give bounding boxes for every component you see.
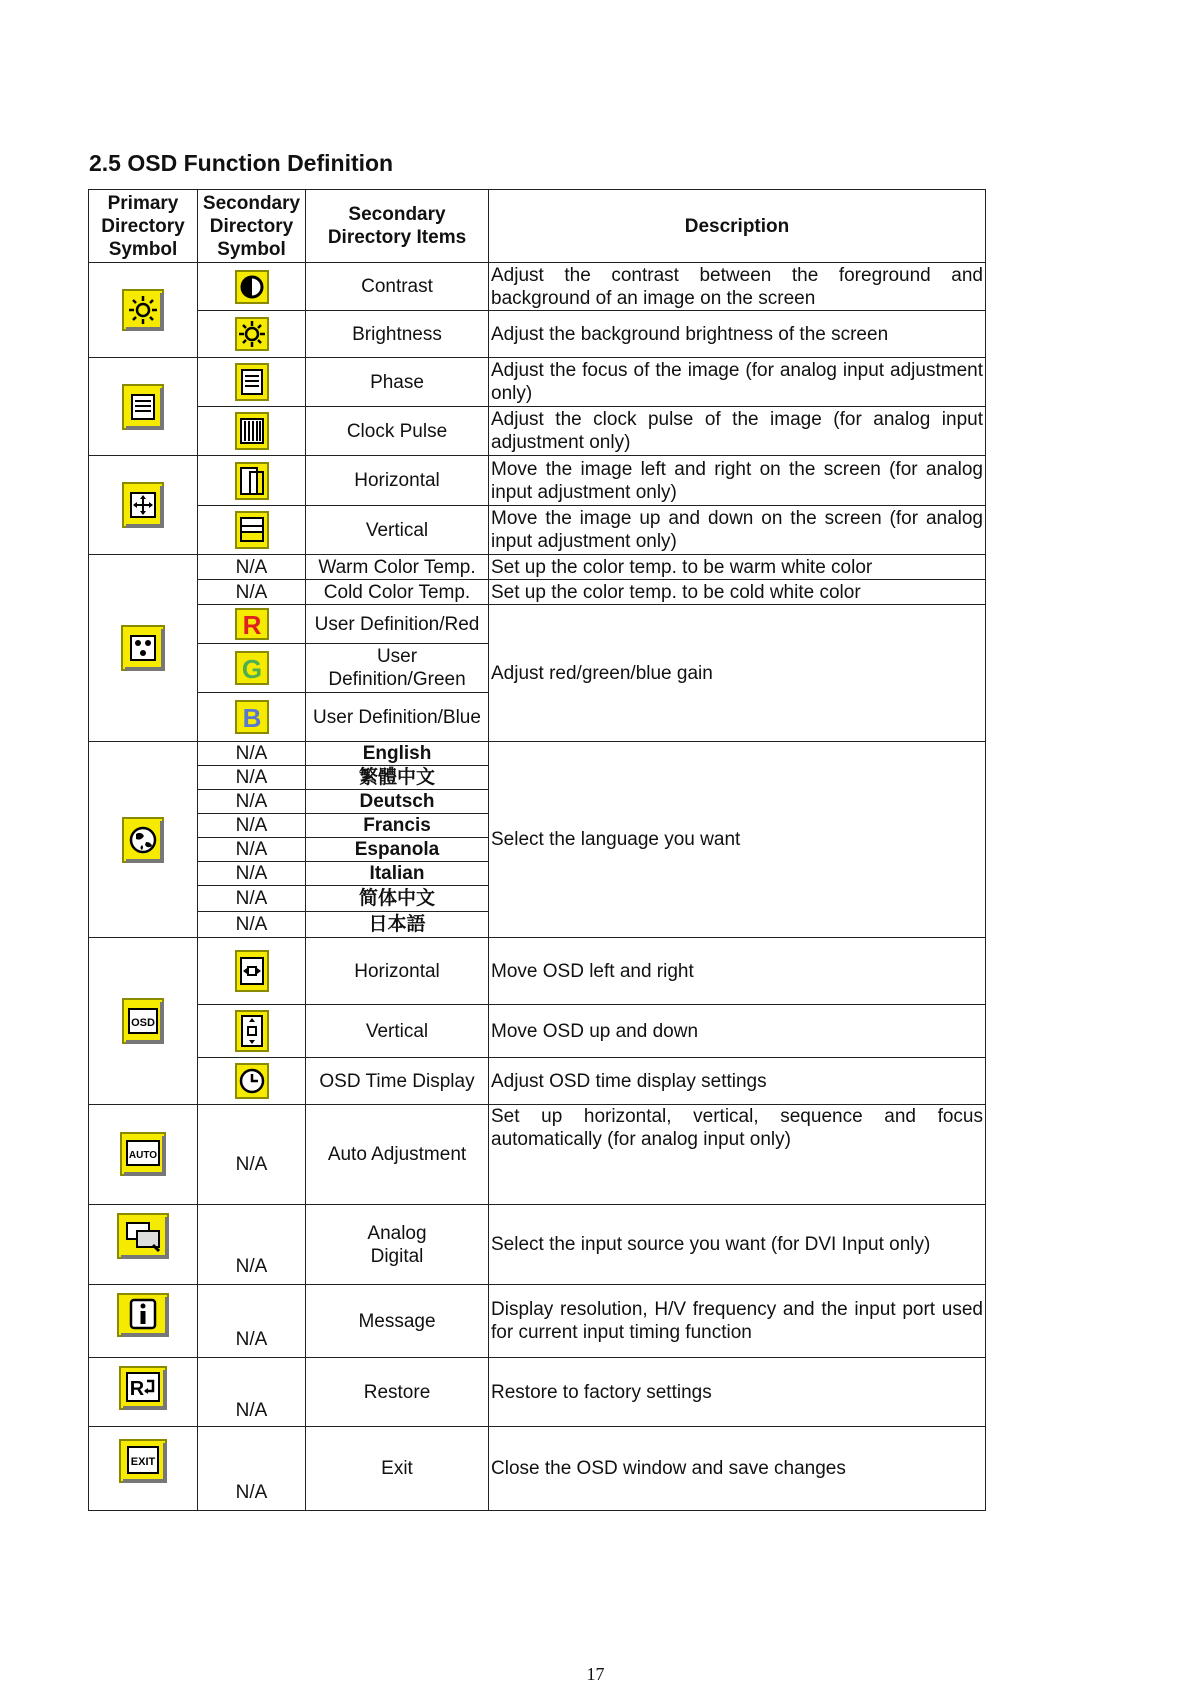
desc-exit: Close the OSD window and save changes xyxy=(489,1427,986,1511)
information-icon xyxy=(115,1291,171,1341)
secondary-symbol-cell xyxy=(198,407,306,456)
auto-adjust-icon xyxy=(118,1130,168,1180)
table-row xyxy=(89,580,986,605)
col-header-description: Description xyxy=(489,190,986,263)
desc-auto-adjustment: Set up horizontal, vertical, sequence and focus automatically (for analog input only) xyxy=(489,1105,986,1205)
item-osd-vertical: Vertical xyxy=(306,1005,489,1058)
primary-cell xyxy=(89,938,198,1105)
primary-cell xyxy=(89,456,198,555)
item-user-blue: User Definition/Blue xyxy=(306,693,489,742)
table-row xyxy=(89,1358,986,1427)
item-osd-time: OSD Time Display xyxy=(306,1058,489,1105)
item-restore: Restore xyxy=(306,1358,489,1427)
table-row xyxy=(89,938,986,1005)
osd-function-table xyxy=(88,189,986,1511)
language-item: Espanola xyxy=(306,838,489,862)
language-item: Francis xyxy=(306,814,489,838)
secondary-symbol-cell xyxy=(198,456,306,506)
desc-rgb-gain: Adjust red/green/blue gain xyxy=(489,605,986,742)
horizontal-position-icon xyxy=(234,461,270,501)
auto-icon-label: AUTO xyxy=(128,1149,158,1161)
item-phase: Phase xyxy=(306,358,489,407)
secondary-symbol-cell xyxy=(198,311,306,358)
item-cold-color-temp: Cold Color Temp. xyxy=(306,580,489,605)
page-title: 2.5 OSD Function Definition xyxy=(89,150,394,176)
table-row xyxy=(89,263,986,311)
desc-language: Select the language you want xyxy=(489,742,986,938)
desc-cold-color-temp: Set up the color temp. to be cold white color xyxy=(489,580,986,605)
language-item: 日本語 xyxy=(306,912,489,938)
secondary-symbol-cell xyxy=(198,1058,306,1105)
primary-cell xyxy=(89,742,198,938)
item-brightness: Brightness xyxy=(306,311,489,358)
item-clock-pulse: Clock Pulse xyxy=(306,407,489,456)
na-cell: N/A xyxy=(198,838,306,862)
table-header-row xyxy=(89,190,986,263)
na-cell: N/A xyxy=(198,1427,306,1511)
blue-gain-label: B xyxy=(242,703,261,733)
primary-cell xyxy=(89,263,198,358)
na-cell: N/A xyxy=(198,1285,306,1358)
desc-brightness: Adjust the background brightness of the screen xyxy=(489,311,986,358)
table-row xyxy=(89,506,986,555)
item-digital: Digital xyxy=(370,1245,424,1267)
item-warm-color-temp: Warm Color Temp. xyxy=(306,555,489,580)
table-row xyxy=(89,456,986,506)
secondary-symbol-cell xyxy=(198,693,306,742)
table-row xyxy=(89,1005,986,1058)
secondary-symbol-cell xyxy=(198,263,306,311)
desc-warm-color-temp: Set up the color temp. to be warm white color xyxy=(489,555,986,580)
language-item: Italian xyxy=(306,862,489,886)
item-osd-horizontal: Horizontal xyxy=(306,938,489,1005)
na-cell: N/A xyxy=(198,555,306,580)
na-cell: N/A xyxy=(198,790,306,814)
desc-clock-pulse: Adjust the clock pulse of the image (for analog input adjustment only) xyxy=(489,407,986,456)
vertical-position-icon xyxy=(234,510,270,550)
table-row xyxy=(89,742,986,766)
col-header-secondary-items: Secondary Directory Items xyxy=(306,190,489,263)
na-cell: N/A xyxy=(198,580,306,605)
exit-icon xyxy=(117,1437,169,1487)
page-number: 17 xyxy=(586,1664,605,1684)
item-user-green: User Definition/Green xyxy=(306,644,489,693)
desc-contrast: Adjust the contrast between the foreground and background of an image on the screen xyxy=(489,263,986,311)
secondary-symbol-cell xyxy=(198,358,306,407)
primary-cell xyxy=(89,358,198,456)
item-contrast: Contrast xyxy=(306,263,489,311)
table-row xyxy=(89,1427,986,1511)
na-cell: N/A xyxy=(198,814,306,838)
osd-icon-label: OSD xyxy=(131,1017,155,1029)
restore-icon xyxy=(117,1364,169,1414)
clock-pulse-icon xyxy=(234,411,270,451)
table-row xyxy=(89,1205,986,1285)
na-cell: N/A xyxy=(198,1105,306,1205)
secondary-symbol-cell xyxy=(198,605,306,644)
input-select-icon xyxy=(115,1211,171,1263)
table-row xyxy=(89,555,986,580)
contrast-icon xyxy=(234,269,270,305)
table-row xyxy=(89,407,986,456)
na-cell: N/A xyxy=(198,912,306,938)
language-item: 繁體中文 xyxy=(306,766,489,790)
secondary-symbol-cell xyxy=(198,644,306,693)
osd-horizontal-icon xyxy=(234,949,270,993)
item-message: Message xyxy=(306,1285,489,1358)
brightness-icon xyxy=(234,316,270,352)
image-setup-icon xyxy=(120,382,166,432)
exit-icon-label: EXIT xyxy=(130,1456,156,1468)
osd-settings-icon xyxy=(120,996,166,1046)
primary-cell xyxy=(89,1358,198,1427)
item-user-red: User Definition/Red xyxy=(306,605,489,644)
luminance-icon xyxy=(120,287,166,333)
primary-cell xyxy=(89,1427,198,1511)
na-cell: N/A xyxy=(198,886,306,912)
green-gain-label: G xyxy=(241,654,262,684)
table-row xyxy=(89,1058,986,1105)
desc-osd-vertical: Move OSD up and down xyxy=(489,1005,986,1058)
item-input-source xyxy=(306,1205,489,1285)
na-cell: N/A xyxy=(198,1205,306,1285)
primary-cell xyxy=(89,1205,198,1285)
image-position-icon xyxy=(120,480,166,530)
color-temperature-icon xyxy=(119,623,167,673)
green-gain-icon xyxy=(234,650,270,686)
secondary-symbol-cell xyxy=(198,1005,306,1058)
item-horizontal: Horizontal xyxy=(306,456,489,506)
desc-osd-horizontal: Move OSD left and right xyxy=(489,938,986,1005)
table-row xyxy=(89,1105,986,1205)
table-row xyxy=(89,605,986,644)
desc-phase: Adjust the focus of the image (for analog input adjustment only) xyxy=(489,358,986,407)
language-item: 简体中文 xyxy=(306,886,489,912)
red-gain-label: R xyxy=(242,610,261,640)
red-gain-icon xyxy=(234,607,270,641)
blue-gain-icon xyxy=(234,699,270,735)
secondary-symbol-cell xyxy=(198,938,306,1005)
na-cell: N/A xyxy=(198,1358,306,1427)
primary-cell xyxy=(89,1105,198,1205)
desc-restore: Restore to factory settings xyxy=(489,1358,986,1427)
restore-icon-label: R xyxy=(129,1378,145,1400)
primary-cell xyxy=(89,1285,198,1358)
secondary-symbol-cell xyxy=(198,506,306,555)
table-row xyxy=(89,1285,986,1358)
desc-osd-time: Adjust OSD time display settings xyxy=(489,1058,986,1105)
na-cell: N/A xyxy=(198,742,306,766)
primary-cell xyxy=(89,555,198,742)
item-auto-adjustment: Auto Adjustment xyxy=(306,1105,489,1205)
language-item: English xyxy=(306,742,489,766)
desc-input-source: Select the input source you want (for DVI Input only) xyxy=(489,1205,986,1285)
desc-vertical: Move the image up and down on the screen (for analog input adjustment only) xyxy=(489,506,986,555)
table-row xyxy=(89,358,986,407)
language-item: Deutsch xyxy=(306,790,489,814)
phase-icon xyxy=(234,362,270,402)
desc-horizontal: Move the image left and right on the screen (for analog input adjustment only) xyxy=(489,456,986,506)
table-row xyxy=(89,311,986,358)
item-vertical: Vertical xyxy=(306,506,489,555)
item-exit: Exit xyxy=(306,1427,489,1511)
na-cell: N/A xyxy=(198,766,306,790)
col-header-secondary-symbol: Secondary Directory Symbol xyxy=(198,190,306,263)
osd-timer-icon xyxy=(234,1062,270,1100)
osd-vertical-icon xyxy=(234,1009,270,1053)
language-globe-icon xyxy=(120,815,166,865)
na-cell: N/A xyxy=(198,862,306,886)
desc-message: Display resolution, H/V frequency and the input port used for current input timing function xyxy=(489,1285,986,1358)
col-header-primary: Primary Directory Symbol xyxy=(89,190,198,263)
item-analog: Analog xyxy=(367,1222,427,1244)
